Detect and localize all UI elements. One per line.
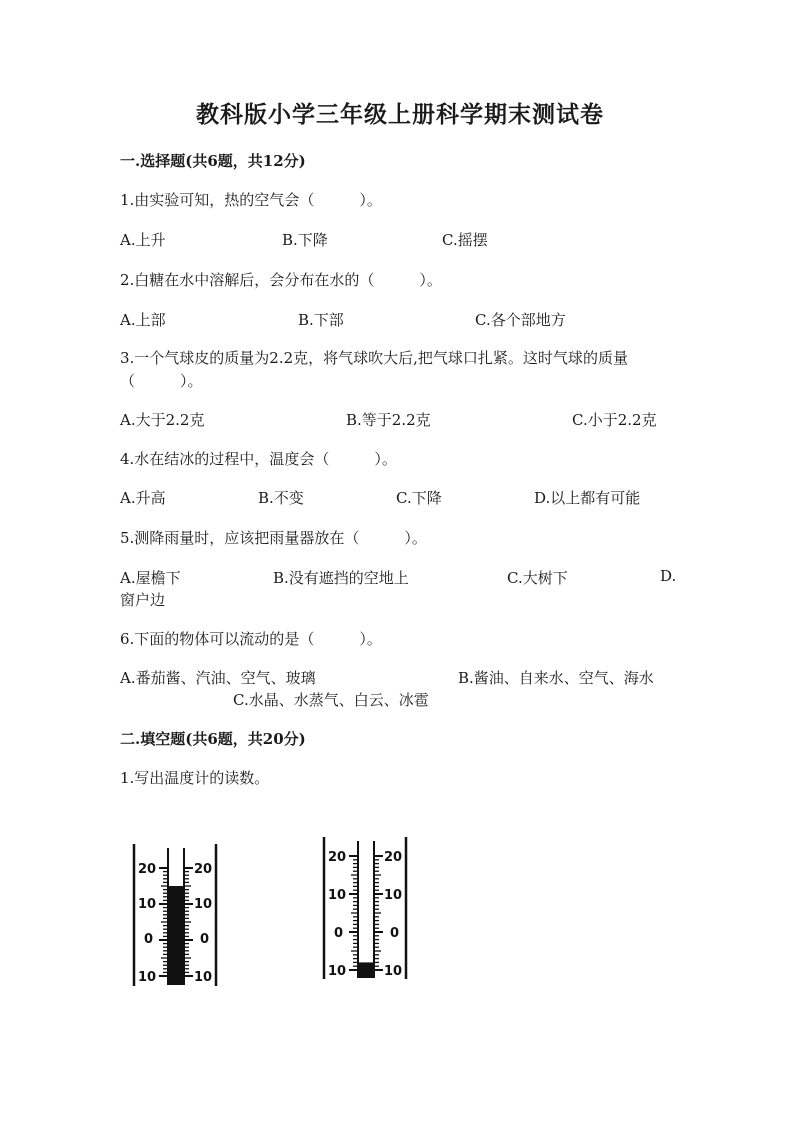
section-heading-fill: 二.填空题(共6题，共20分) — [120, 730, 306, 748]
label-right-20: 20 — [384, 850, 403, 865]
label-left-20: 20 — [138, 862, 157, 877]
page-title: 教科版小学三年级上册科学期末测试卷 — [196, 101, 604, 128]
label-left-0: 0 — [144, 932, 154, 947]
question-6-option-b[interactable]: B.酱油、自来水、空气、海水 — [458, 669, 654, 687]
question-2-option-a[interactable]: A.上部 — [120, 311, 166, 329]
section-heading-choice: 一.选择题(共6题，共12分) — [120, 152, 306, 170]
question-3-continuation: （ ）。 — [120, 372, 203, 390]
question-4-option-b[interactable]: B.不变 — [258, 489, 304, 507]
label-left-20: 20 — [328, 850, 347, 865]
question-5-option-a[interactable]: A.屋檐下 — [120, 569, 181, 587]
thermometer-ticks — [349, 856, 383, 970]
question-6-option-c[interactable]: C.水晶、水蒸气、白云、冰雹 — [233, 691, 429, 709]
label-right-minus-10: 10 — [194, 970, 213, 985]
question-1: 1.由实验可知，热的空气会（ ）。 — [120, 191, 382, 209]
label-left-10: 10 — [328, 888, 347, 903]
question-2: 2.白糖在水中溶解后，会分布在水的（ ）。 — [120, 271, 442, 289]
question-1-option-b[interactable]: B.下降 — [282, 231, 328, 249]
label-right-20: 20 — [194, 862, 213, 877]
label-right-minus-10: 10 — [384, 964, 403, 979]
thermometer-2 — [320, 833, 412, 983]
label-left-0: 0 — [334, 926, 344, 941]
question-2-option-c[interactable]: C.各个部地方 — [475, 311, 566, 329]
question-3-option-c[interactable]: C.小于2.2克 — [572, 411, 657, 429]
question-5-option-d[interactable]: D. — [660, 567, 677, 585]
fill-question-1: 1.写出温度计的读数。 — [120, 769, 270, 787]
label-right-10: 10 — [194, 897, 213, 912]
label-right-0: 0 — [390, 926, 400, 941]
question-1-option-a[interactable]: A.上升 — [120, 231, 166, 249]
label-right-0: 0 — [200, 932, 210, 947]
question-4-option-c[interactable]: C.下降 — [396, 489, 442, 507]
question-6-option-a[interactable]: A.番茄酱、汽油、空气、玻璃 — [120, 669, 316, 687]
thermometer-mercury — [359, 962, 373, 977]
question-6: 6.下面的物体可以流动的是（ ）。 — [120, 630, 382, 648]
question-2-option-b[interactable]: B.下部 — [298, 311, 344, 329]
question-3-option-b[interactable]: B.等于2.2克 — [346, 411, 431, 429]
question-4: 4.水在结冰的过程中，温度会（ ）。 — [120, 450, 397, 468]
question-4-option-a[interactable]: A.升高 — [120, 489, 166, 507]
question-5: 5.测降雨量时，应该把雨量器放在（ ）。 — [120, 529, 427, 547]
label-left-10: 10 — [138, 897, 157, 912]
thermometer-mercury — [169, 886, 183, 984]
label-right-10: 10 — [384, 888, 403, 903]
thermometer-1 — [130, 840, 222, 990]
label-left-minus-10: 10 — [328, 964, 347, 979]
question-5-option-c[interactable]: C.大树下 — [507, 569, 568, 587]
question-5-option-d-continuation[interactable]: 窗户边 — [120, 591, 166, 609]
label-left-minus-10: 10 — [138, 970, 157, 985]
question-4-option-d[interactable]: D.以上都有可能 — [534, 489, 641, 507]
question-5-option-b[interactable]: B.没有遮挡的空地上 — [273, 569, 409, 587]
thermometer-tube — [358, 841, 374, 977]
question-3-option-a[interactable]: A.大于2.2克 — [120, 411, 205, 429]
question-3: 3.一个气球皮的质量为2.2克，将气球吹大后,把气球口扎紧。这时气球的质量 — [120, 349, 628, 367]
question-1-option-c[interactable]: C.摇摆 — [442, 231, 488, 249]
